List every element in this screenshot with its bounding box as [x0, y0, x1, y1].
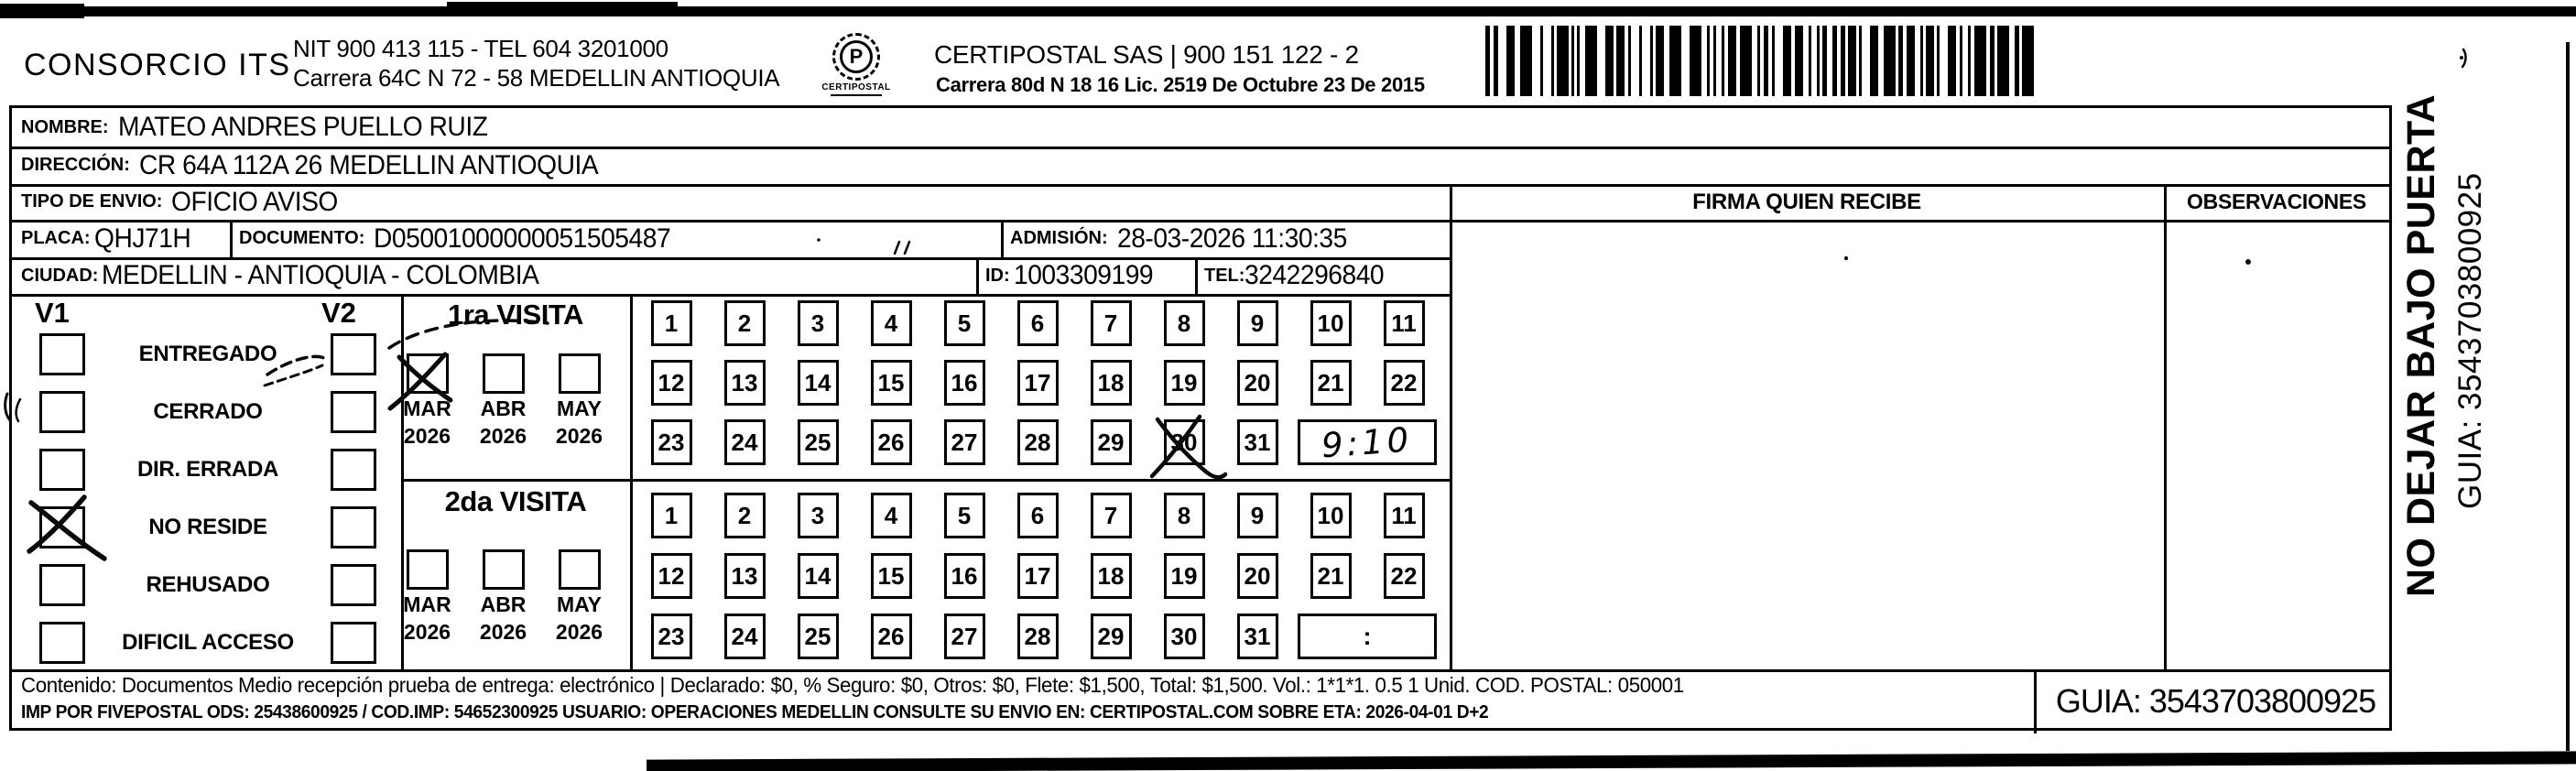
visita2-day-row1	[635, 493, 1444, 538]
checkbox-v2-3	[331, 506, 376, 548]
day-box-25: 25	[798, 419, 839, 465]
barcode-bar	[1870, 26, 1878, 96]
status-option-label: CERRADO	[153, 398, 263, 424]
visita1-day-row1	[635, 300, 1444, 346]
status-row-5	[21, 614, 386, 671]
day-box-19: 19	[1164, 360, 1205, 406]
documento-value: D05001000000051505487	[374, 223, 671, 254]
barcode-bar	[1884, 26, 1896, 96]
checkbox-v1-2	[39, 449, 85, 491]
tipo-envio-label: TIPO DE ENVIO:	[21, 191, 163, 212]
day-box-6: 6	[1017, 493, 1059, 538]
checkbox-v1-5	[39, 622, 85, 664]
id-cell	[976, 257, 1195, 294]
day-box-16: 16	[944, 360, 985, 406]
day-box-17: 17	[1017, 553, 1059, 599]
barcode-bar	[1494, 26, 1498, 96]
guia-number-box: GUIA: 3543703800925	[2034, 669, 2395, 733]
year-label: 2026	[555, 620, 603, 644]
id-value: 1003309199	[1013, 260, 1153, 290]
barcode-bar	[1540, 26, 1543, 96]
barcode-bar	[1728, 26, 1736, 96]
status-row-4	[21, 556, 386, 614]
status-option-label: ENTREGADO	[138, 341, 277, 366]
barcode-bar	[1628, 26, 1631, 96]
nombre-row	[12, 108, 2027, 147]
tel-value: 3242296840	[1245, 260, 1385, 290]
checkbox-v1-1	[39, 391, 85, 433]
documento-label: DOCUMENTO:	[239, 228, 365, 248]
nombre-value: MATEO ANDRES PUELLO RUIZ	[117, 112, 487, 142]
observaciones-column-header: OBSERVACIONES	[2187, 190, 2366, 213]
visita2-time-value: :	[1363, 622, 1372, 650]
day-box-10: 10	[1310, 493, 1352, 538]
nombre-label: NOMBRE:	[21, 116, 109, 137]
day-box-27: 27	[944, 614, 985, 659]
day-box-22: 22	[1384, 360, 1425, 406]
ciudad-cell	[12, 257, 976, 294]
day-box-3: 3	[798, 300, 839, 346]
day-box-13: 13	[724, 360, 766, 406]
visita1-months	[389, 353, 618, 449]
day-box-17: 17	[1017, 360, 1059, 406]
barcode-bar	[1669, 26, 1681, 96]
month-checkbox-MAR	[407, 353, 449, 394]
direccion-row	[12, 147, 2027, 184]
year-label: 2026	[403, 620, 451, 644]
day-box-23: 23	[651, 614, 692, 659]
placa-cell	[12, 220, 230, 257]
day-box-28: 28	[1017, 614, 1059, 659]
month-label: MAR	[403, 592, 451, 616]
status-option-label: NO RESIDE	[148, 514, 267, 539]
visita1-day-row3	[635, 419, 1444, 465]
barcode-bar	[1822, 26, 1827, 96]
barcode-bar	[1707, 26, 1710, 96]
day-box-25: 25	[798, 614, 839, 659]
day-box-26: 26	[871, 614, 912, 659]
footer-system-line: IMP POR FIVEPOSTAL ODS: 25438600925 / COD.IMP: 54652300925 USUARIO: OPERACIONES MEDELLIN CONSULTE SU ENVIO EN: CERTIPOSTAL.COM SOBRE ETA: 2026-04-01 D+2	[21, 702, 1489, 722]
barcode-bar	[1898, 26, 1903, 96]
checkbox-v1-0	[39, 333, 85, 375]
day-box-31: 31	[1237, 614, 1278, 659]
placa-label: PLACA:	[21, 228, 91, 248]
checkbox-v2-2	[331, 449, 376, 491]
day-box-19: 19	[1164, 553, 1205, 599]
month-checkbox-MAY	[559, 353, 601, 394]
id-label: ID:	[985, 265, 1010, 286]
direccion-value: CR 64A 112A 26 MEDELLIN ANTIOQUIA	[138, 149, 599, 180]
visita1-title: 1ra VISITA	[448, 299, 583, 331]
scan-top-edge-chunk	[0, 4, 84, 18]
direccion-label: DIRECCIÓN:	[21, 155, 130, 175]
tipo-envio-row	[12, 184, 1450, 220]
day-box-20: 20	[1237, 360, 1278, 406]
visita2-time-box	[1298, 614, 1437, 659]
barcode-bar	[1997, 26, 2009, 96]
day-box-20: 20	[1237, 553, 1278, 599]
month-checkbox-MAY	[559, 549, 601, 590]
barcode-bar	[1551, 26, 1554, 96]
checkbox-v2-5	[331, 622, 376, 664]
barcode-bar	[1968, 26, 1971, 96]
checkbox-v1-3	[39, 506, 85, 548]
day-box-12: 12	[651, 553, 692, 599]
month-label: ABR	[480, 396, 527, 420]
barcode-bar	[1783, 26, 1791, 96]
day-box-14: 14	[798, 553, 839, 599]
barcode-bar	[1506, 26, 1515, 96]
side-guia-text: GUIA: 3543703800925	[2452, 172, 2488, 509]
delivery-table	[9, 105, 2392, 731]
day-box-22: 22	[1384, 553, 1425, 599]
barcode-bar	[1571, 26, 1574, 96]
admision-cell	[1001, 220, 1450, 257]
day-box-21: 21	[1310, 360, 1352, 406]
day-box-2: 2	[724, 493, 766, 538]
day-box-29: 29	[1091, 419, 1132, 465]
guide-barcode-icon	[1485, 26, 2046, 96]
day-box-2: 2	[724, 300, 766, 346]
day-box-11: 11	[1384, 493, 1425, 538]
visita2-day-row3	[635, 614, 1444, 659]
visita1-day-row2	[635, 360, 1444, 406]
month-label: MAR	[403, 396, 451, 420]
barcode-bar	[1907, 26, 1915, 96]
day-box-7: 7	[1091, 493, 1132, 538]
day-box-7: 7	[1091, 300, 1132, 346]
tel-label: TEL:	[1204, 265, 1245, 286]
company-address-line: Carrera 64C N 72 - 58 MEDELLIN ANTIOQUIA	[293, 64, 780, 92]
barcode-bar	[1713, 26, 1716, 96]
barcode-bar	[1832, 26, 1837, 96]
day-box-12: 12	[651, 360, 692, 406]
firma-column-header: FIRMA QUIEN RECIBE	[1692, 189, 1921, 214]
logo-p-glyph: P	[840, 40, 873, 73]
barcode-bar	[1974, 26, 1986, 96]
day-box-1: 1	[651, 493, 692, 538]
barcode-bar	[1920, 26, 1923, 96]
barcode-bar	[1990, 26, 1994, 96]
barcode-bar	[1616, 26, 1625, 96]
barcode-bar	[1809, 26, 1811, 96]
barcode-bar	[1485, 26, 1490, 96]
barcode-bar	[1937, 26, 1940, 96]
table-divider	[1450, 184, 1452, 669]
status-row-1	[21, 383, 386, 440]
barcode-bar	[1764, 26, 1768, 96]
status-rows	[21, 325, 386, 671]
day-box-24: 24	[724, 614, 766, 659]
company-name: CONSORCIO ITS	[24, 48, 291, 82]
barcode-bar	[1577, 26, 1580, 96]
visita1-time-value: 9:10	[1321, 419, 1414, 465]
certipostal-logo-icon	[817, 33, 896, 101]
day-box-4: 4	[871, 493, 912, 538]
status-option-label: REHUSADO	[146, 571, 270, 597]
admision-value: 28-03-2026 11:30:35	[1116, 223, 1347, 254]
carrier-name-line: CERTIPOSTAL SAS | 900 151 122 - 2	[934, 40, 1359, 69]
day-box-23: 23	[651, 419, 692, 465]
day-box-30: 30	[1164, 614, 1205, 659]
status-option-label: DIR. ERRADA	[136, 456, 279, 482]
barcode-bar	[1557, 26, 1569, 96]
day-box-15: 15	[871, 360, 912, 406]
day-box-16: 16	[944, 553, 985, 599]
day-box-11: 11	[1384, 300, 1425, 346]
visita2-title: 2da VISITA	[444, 485, 587, 517]
checkbox-v2-4	[331, 564, 376, 606]
admision-label: ADMISIÓN:	[1010, 228, 1108, 248]
day-box-6: 6	[1017, 300, 1059, 346]
barcode-bar	[1948, 26, 1956, 96]
barcode-bar	[1859, 26, 1862, 96]
status-row-0	[21, 325, 386, 383]
day-box-3: 3	[798, 493, 839, 538]
checkbox-v2-0	[331, 333, 376, 375]
footer-content-line: Contenido: Documentos Medio recepción prueba de entrega: electrónico | Declarado: $0, % Seguro: $0, Otros: $0, Flete: $1,500, Total: $1,500. Vol.: 1*1*1. 0.5 1 Unid. COD. POSTAL: 050001	[21, 673, 1684, 697]
month-label: MAY	[557, 396, 602, 420]
day-box-8: 8	[1164, 493, 1205, 538]
tel-cell	[1195, 257, 1450, 294]
scan-bottom-edge	[647, 751, 2576, 771]
barcode-bar	[1841, 26, 1845, 96]
placa-value: QHJ71H	[93, 223, 190, 254]
barcode-bar	[1740, 26, 1752, 96]
visita1-time-box	[1298, 419, 1437, 465]
barcode-bar	[1795, 26, 1803, 96]
ciudad-label: CIUDAD:	[21, 265, 99, 286]
scan-top-edge	[0, 6, 2576, 16]
status-row-3	[21, 498, 386, 556]
day-box-5: 5	[944, 493, 985, 538]
side-warning-text: NO DEJAR BAJO PUERTA	[2399, 93, 2443, 597]
visita2-day-row2	[635, 553, 1444, 599]
month-label: ABR	[480, 592, 527, 616]
day-box-18: 18	[1091, 553, 1132, 599]
barcode-bar	[1817, 26, 1820, 96]
barcode-bar	[1960, 26, 1962, 96]
day-box-28: 28	[1017, 419, 1059, 465]
barcode-bar	[1757, 26, 1760, 96]
documento-cell	[230, 220, 1001, 257]
year-label: 2026	[479, 424, 527, 448]
day-box-15: 15	[871, 553, 912, 599]
day-box-1: 1	[651, 300, 692, 346]
day-box-9: 9	[1237, 493, 1278, 538]
day-box-8: 8	[1164, 300, 1205, 346]
barcode-bar	[1690, 26, 1701, 96]
day-box-29: 29	[1091, 614, 1132, 659]
table-divider	[630, 294, 633, 669]
v1-header: V1	[35, 297, 70, 329]
day-box-5: 5	[944, 300, 985, 346]
table-divider	[12, 294, 1450, 297]
year-label: 2026	[403, 424, 451, 448]
day-box-18: 18	[1091, 360, 1132, 406]
barcode-bar	[1656, 26, 1664, 96]
checkbox-v1-4	[39, 564, 85, 606]
day-box-9: 9	[1237, 300, 1278, 346]
barcode-bar	[1650, 26, 1653, 96]
checkbox-v2-1	[331, 391, 376, 433]
ciudad-value: MEDELLIN - ANTIOQUIA - COLOMBIA	[102, 260, 539, 290]
scan-right-edge	[2566, 42, 2570, 751]
logo-label: CERTIPOSTAL	[821, 82, 891, 92]
carrier-address-line: Carrera 80d N 18 16 Lic. 2519 De Octubre 23 De 2015	[936, 73, 1425, 96]
day-box-27: 27	[944, 419, 985, 465]
barcode-bar	[1722, 26, 1724, 96]
table-divider	[2164, 184, 2167, 669]
barcode-bar	[1585, 26, 1597, 96]
table-divider	[401, 479, 1450, 482]
visita2-months	[389, 549, 618, 645]
barcode-bar	[1926, 26, 1934, 96]
month-checkbox-MAR	[407, 549, 449, 590]
day-box-26: 26	[871, 419, 912, 465]
month-checkbox-ABR	[483, 353, 525, 394]
day-box-31: 31	[1237, 419, 1278, 465]
day-box-24: 24	[724, 419, 766, 465]
v2-header: V2	[321, 297, 356, 329]
barcode-bar	[2015, 26, 2019, 96]
barcode-bar	[1848, 26, 1856, 96]
day-box-13: 13	[724, 553, 766, 599]
logo-tagline	[831, 94, 882, 96]
barcode-bar	[2022, 26, 2034, 96]
barcode-bar	[1639, 26, 1642, 96]
month-checkbox-ABR	[483, 549, 525, 590]
status-row-2	[21, 440, 386, 498]
barcode-bar	[1772, 26, 1775, 96]
day-box-14: 14	[798, 360, 839, 406]
day-box-10: 10	[1310, 300, 1352, 346]
barcode-bar	[1520, 26, 1532, 96]
status-option-label: DIFICIL ACCESO	[122, 629, 294, 655]
day-box-30: 30	[1164, 419, 1205, 465]
barcode-bar	[1605, 26, 1614, 96]
day-box-21: 21	[1310, 553, 1352, 599]
day-box-4: 4	[871, 300, 912, 346]
year-label: 2026	[479, 620, 527, 644]
scan-top-edge-segment	[447, 2, 678, 9]
company-nit-line: NIT 900 413 115 - TEL 604 3201000	[293, 35, 668, 62]
year-label: 2026	[555, 424, 603, 448]
tipo-envio-value: OFICIO AVISO	[171, 186, 339, 217]
logo-outer-ring	[832, 33, 880, 81]
month-label: MAY	[557, 592, 602, 616]
